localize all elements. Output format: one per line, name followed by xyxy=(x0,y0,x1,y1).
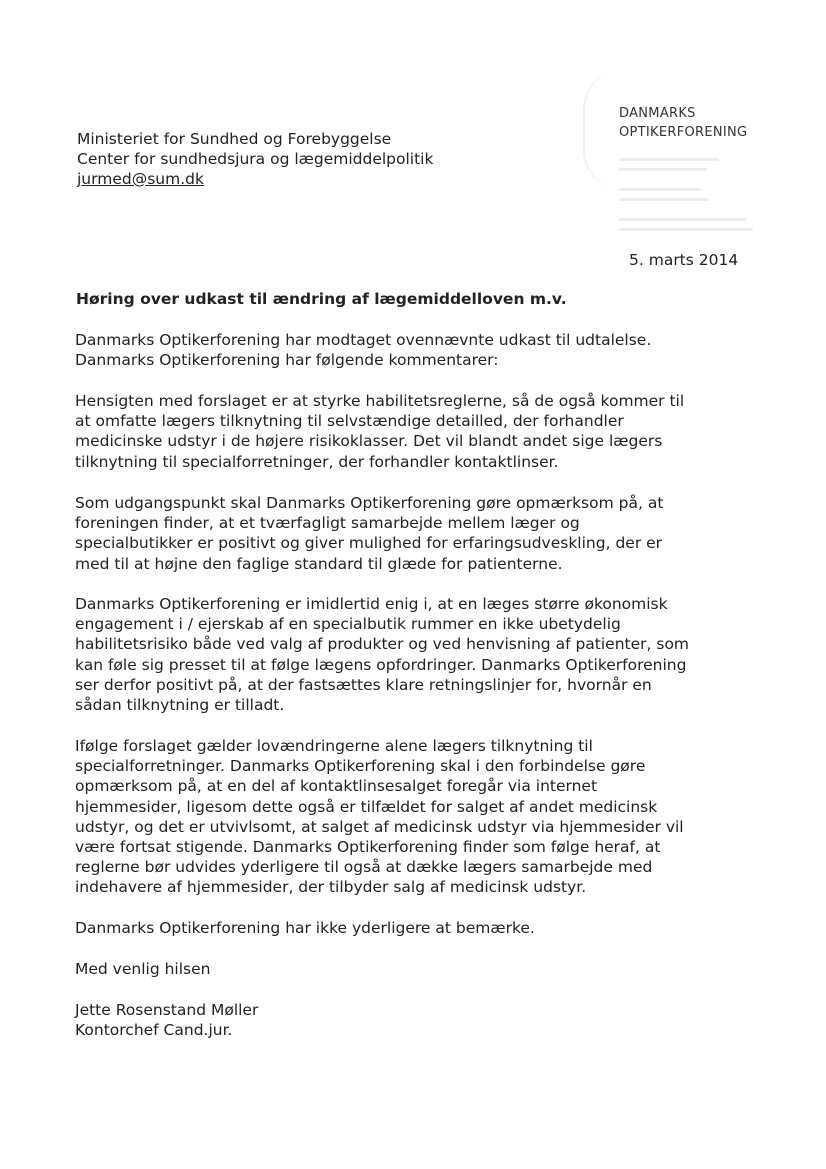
logo-line-2: OPTIKERFORENING xyxy=(619,125,748,140)
paragraph-intro xyxy=(75,330,651,370)
letter-subject: Høring over udkast til ændring af lægemiddelloven m.v. xyxy=(76,290,567,308)
logo-line-1: DANMARKS xyxy=(619,106,696,121)
recipient-address xyxy=(77,129,433,189)
text-line: reglerne bør udvides yderligere til også at dække lægers samarbejde med xyxy=(75,858,653,877)
text-line: Danmarks Optikerforening er imidlertid enig i, at en læges større økonomisk xyxy=(75,595,668,613)
text-line: Danmarks Optikerforening har ikke yderligere at bemærke. xyxy=(75,919,535,937)
text-line: Hensigten med forslaget er at styrke habilitetsreglerne, så de også kommer til xyxy=(75,392,685,410)
text-line: med til at højne den faglige standard til glæde for patienterne. xyxy=(75,554,563,573)
text-line: Med venlig hilsen xyxy=(75,960,211,978)
text-line: tilknytning til specialforretninger, der forhandler kontaktlinser. xyxy=(75,452,559,471)
text-line: ser derfor positivt på, at der fastsættes klare retningslinjer for, hvornår en xyxy=(75,675,652,694)
text-line: habilitetsrisiko både ved valg af produkter og ved henvisning af patienter, som xyxy=(75,635,690,654)
text-line: specialforretninger. Danmarks Optikerforening skal i den forbindelse gøre xyxy=(75,757,646,776)
text-line: kan føle sig presset til at følge lægens opfordringer. Danmarks Optikerforening xyxy=(75,655,687,674)
signature-block xyxy=(75,1000,258,1040)
text-line: medicinske udstyr i de højere risikoklasser. Det vil blandt andet sige lægers xyxy=(75,432,663,451)
text-line: indehavere af hjemmesider, der tilbyder salg af medicinsk udstyr. xyxy=(75,878,587,897)
text-line: Danmarks Optikerforening har modtaget ovennævnte udkast til udtalelse. xyxy=(75,331,652,349)
letterhead-logo xyxy=(619,104,789,238)
text-line: Danmarks Optikerforening har følgende kommentarer: xyxy=(75,351,499,370)
paragraph-agreement xyxy=(75,594,689,715)
letterhead-faint-details xyxy=(619,158,789,231)
letter-date: 5. marts 2014 xyxy=(629,251,739,269)
text-line: opmærksom på, at en del af kontaktlinsesalget foregår via internet xyxy=(75,777,598,796)
paragraph-proposal xyxy=(75,736,684,898)
recipient-email-link[interactable]: jurmed@sum.dk xyxy=(77,170,204,188)
text-line: at omfatte lægers tilknytning til selvstændige detailled, der forhandler xyxy=(75,412,624,431)
signer-name: Jette Rosenstand Møller xyxy=(75,1001,259,1019)
text-line: være fortsat stigende. Danmarks Optikerforening finder som følge heraf, at xyxy=(75,838,661,857)
recipient-line-2: Center for sundhedsjura og lægemiddelpolitik xyxy=(77,150,434,168)
text-line: Ifølge forslaget gælder lovændringerne alene lægers tilknytning til xyxy=(75,737,593,755)
text-line: engagement i / ejerskab af en specialbutik rummer en ikke ubetydelig xyxy=(75,615,621,634)
paragraph-closing-remark xyxy=(75,918,535,938)
paragraph-starting-point xyxy=(75,493,663,574)
text-line: foreningen finder, at et tværfagligt samarbejde mellem læger og xyxy=(75,514,580,533)
text-line: udstyr, og det er utvivlsomt, at salget af medicinsk udstyr via hjemmesider vil xyxy=(75,817,684,836)
text-line: specialbutikker er positivt og giver mulighed for erfaringsudveskling, der er xyxy=(75,534,663,553)
signer-title: Kontorchef Cand.jur. xyxy=(75,1021,233,1040)
recipient-line-1: Ministeriet for Sundhed og Forebyggelse xyxy=(77,130,392,148)
paragraph-purpose xyxy=(75,391,684,472)
text-line: sådan tilknytning er tilladt. xyxy=(75,696,285,715)
text-line: hjemmesider, ligesom dette også er tilfældet for salget af andet medicinsk xyxy=(75,797,658,816)
text-line: Som udgangspunkt skal Danmarks Optikerforening gøre opmærksom på, at xyxy=(75,494,664,512)
closing-salutation xyxy=(75,959,210,979)
